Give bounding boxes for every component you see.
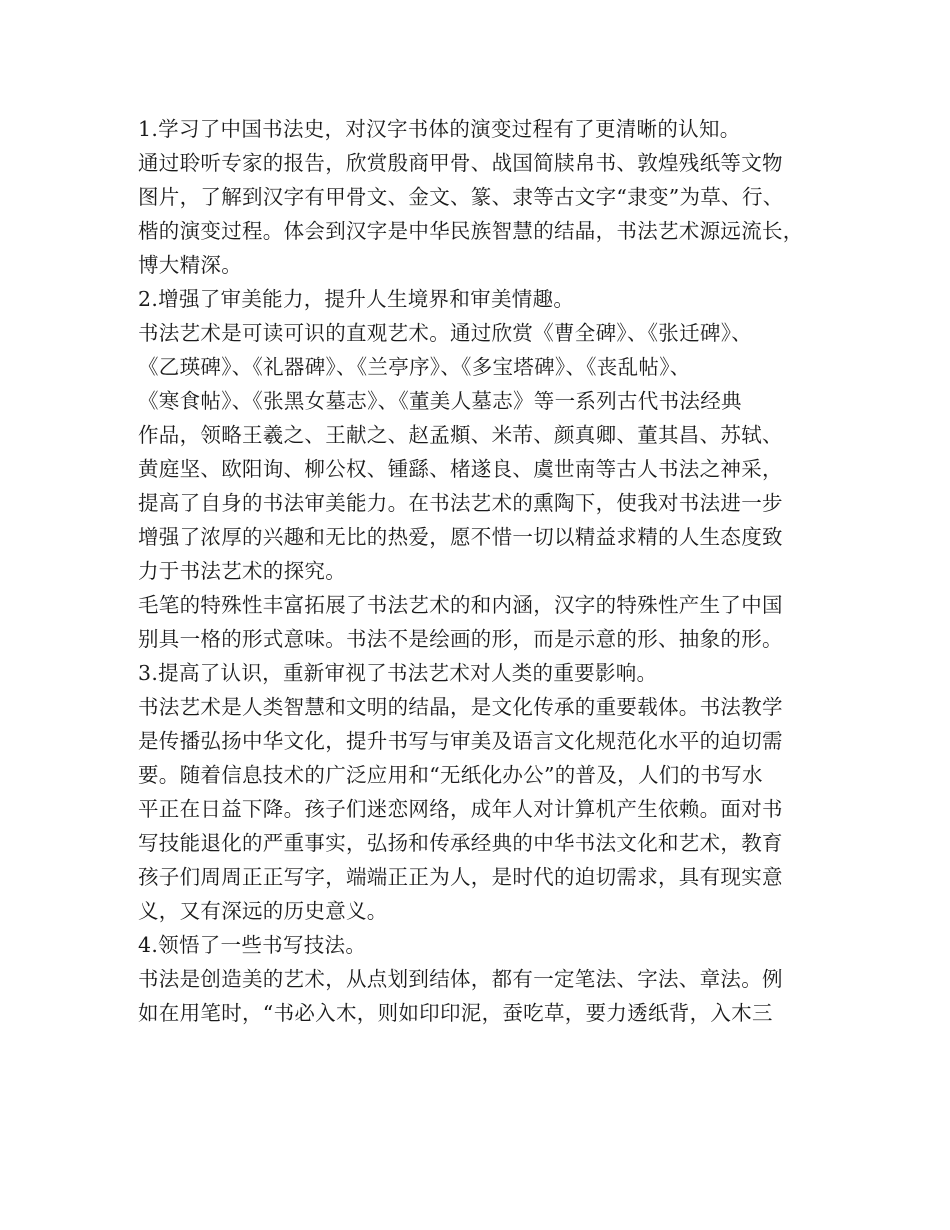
text-line: 1.学习了中国书法史，对汉字书体的演变过程有了更清晰的认知。 [138, 117, 741, 141]
text-line: 增强了浓厚的兴趣和无比的热爱，愿不惜一切以精益求精的人生态度致 [138, 525, 783, 549]
text-line: 《寒食帖》、《张黑女墓志》、《董美人墓志》等一系列古代书法经典 [138, 389, 742, 413]
text-line: 楷的演变过程。体会到汉字是中华民族智慧的结晶，书法艺术源远流长， [138, 219, 804, 243]
text-line: 通过聆听专家的报告，欣赏殷商甲骨、战国简牍帛书、敦煌残纸等文物 [138, 151, 783, 175]
text-line: 力于书法艺术的探究。 [138, 559, 346, 583]
text-line: 写技能退化的严重事实，弘扬和传承经典的中华书法文化和艺术，教育 [138, 831, 783, 855]
text-line: 3.提高了认识，重新审视了书法艺术对人类的重要影响。 [138, 661, 658, 685]
text-line: 孩子们周周正正写字，端端正正为人，是时代的迫切需求，具有现实意 [138, 865, 783, 889]
text-line: 要。随着信息技术的广泛应用和“无纸化办公”的普及，人们的书写水 [138, 763, 763, 787]
text-line: 书法艺术是可读可识的直观艺术。通过欣赏《曹全碑》、《张迁碑》、 [138, 321, 753, 345]
text-line: 如在用笔时，“书必入木，则如印印泥，蚕吃草，要力透纸背，入木三 [138, 1001, 773, 1025]
text-line: 是传播弘扬中华文化，提升书写与审美及语言文化规范化水平的迫切需 [138, 729, 783, 753]
text-line: 毛笔的特殊性丰富拓展了书法艺术的和内涵，汉字的特殊性产生了中国 [138, 593, 783, 617]
text-line: 图片，了解到汉字有甲骨文、金文、篆、隶等古文字“隶变”为草、行、 [138, 185, 784, 209]
text-line: 别具一格的形式意味。书法不是绘画的形，而是示意的形、抽象的形。 [138, 627, 783, 651]
text-line: 4.领悟了一些书写技法。 [138, 933, 367, 957]
text-line: 平正在日益下降。孩子们迷恋网络，成年人对计算机产生依赖。面对书 [138, 797, 783, 821]
text-line: 义，又有深远的历史意义。 [138, 899, 388, 923]
text-line: 博大精深。 [138, 253, 242, 277]
text-line: 提高了自身的书法审美能力。在书法艺术的熏陶下，使我对书法进一步 [138, 491, 783, 515]
text-line: 黄庭坚、欧阳询、柳公权、锺繇、楮遂良、虞世南等古人书法之神采， [138, 457, 783, 481]
document-body [138, 112, 828, 1030]
text-line: 《乙瑛碑》、《礼器碑》、《兰亭序》、《多宝塔碑》、《丧乱帖》、 [138, 355, 691, 379]
text-line: 2.增强了审美能力，提升人生境界和审美情趣。 [138, 287, 575, 311]
text-line: 作品，领略王羲之、王献之、赵孟頫、米芾、颜真卿、董其昌、苏轼、 [138, 423, 783, 447]
text-line: 书法艺术是人类智慧和文明的结晶，是文化传承的重要载体。书法教学 [138, 695, 783, 719]
text-line: 书法是创造美的艺术，从点划到结体，都有一定笔法、字法、章法。例 [138, 967, 783, 991]
